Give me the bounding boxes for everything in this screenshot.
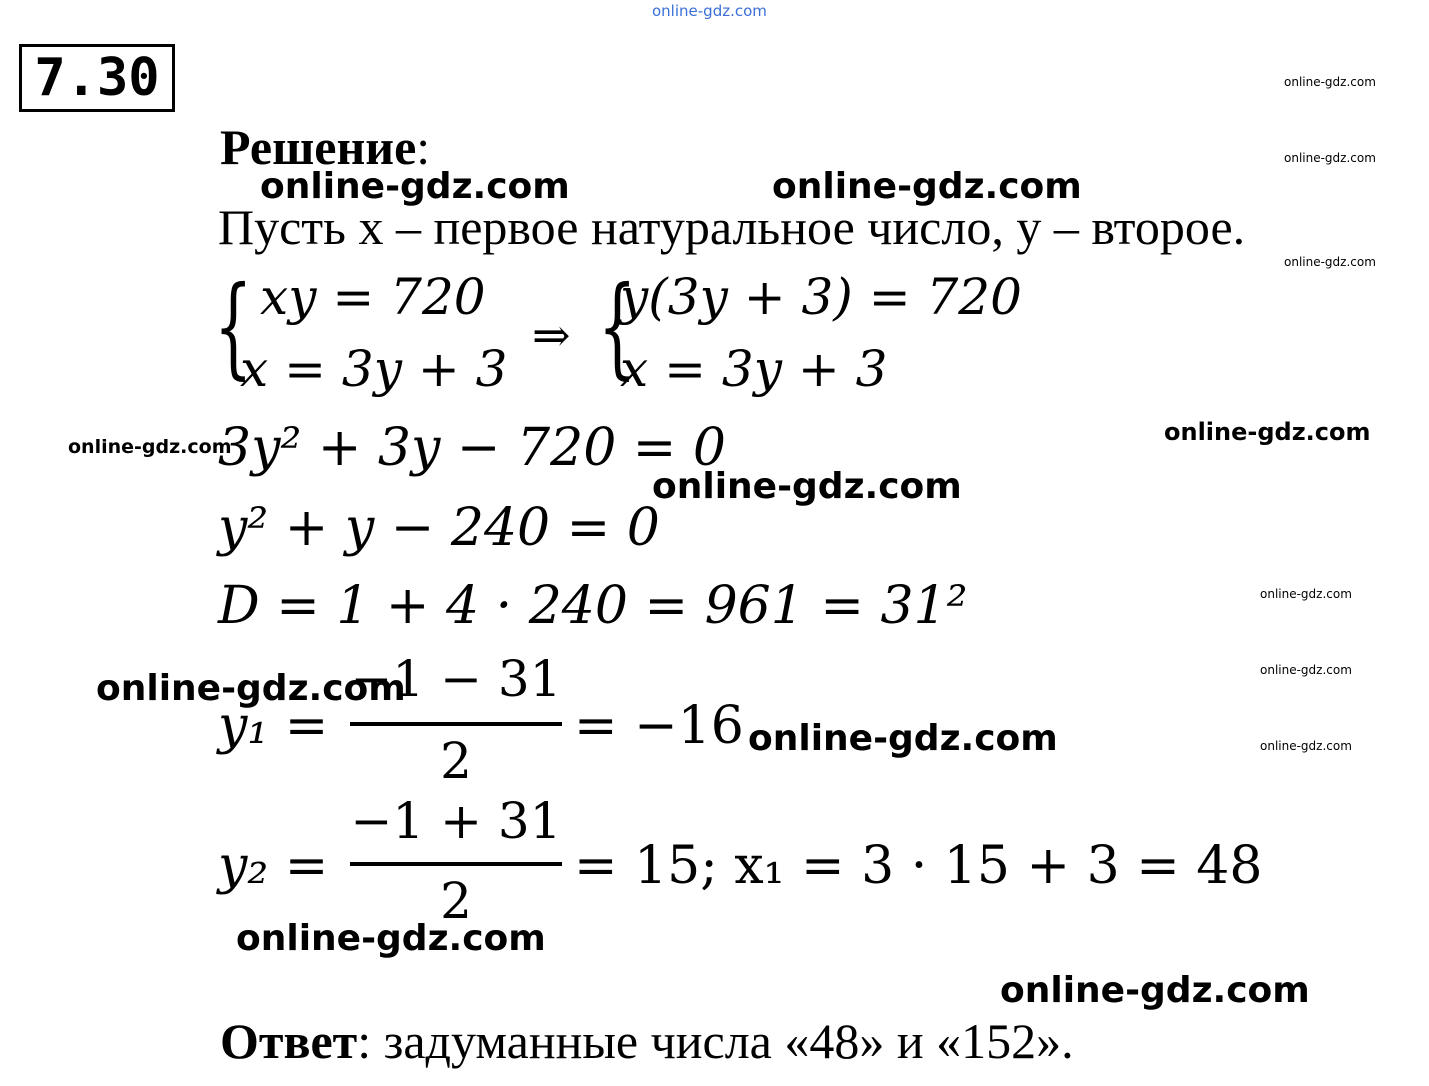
system2-eq2: x = 3y + 3 [620,340,888,398]
y2-fraction-bar [350,862,562,866]
problem-number: 7.30 [19,44,175,112]
y2-numerator: −1 + 31 [350,792,562,850]
y1-lhs: y₁ = [218,696,329,756]
watermark: online-gdz.com [1260,587,1352,601]
y1-denominator: 2 [440,732,472,790]
watermark: online-gdz.com [68,436,232,458]
watermark-top: online-gdz.com [652,2,767,20]
y1-fraction-bar [350,722,562,726]
implies-arrow: ⇒ [532,308,571,362]
watermark: online-gdz.com [1000,970,1310,1011]
brace-left-1: { [214,262,253,390]
system2-eq1: y(3y + 3) = 720 [620,268,1022,326]
watermark: online-gdz.com [1164,418,1371,446]
watermark: online-gdz.com [236,918,546,959]
system1-eq2: x = 3y + 3 [240,340,508,398]
watermark: online-gdz.com [1284,151,1376,165]
answer [220,1012,1074,1070]
watermark: online-gdz.com [260,166,570,207]
watermark: online-gdz.com [1260,739,1352,753]
solution-heading-colon: : [416,119,431,175]
watermark: online-gdz.com [1284,255,1376,269]
intro-text: Пусть х – первое натуральное число, у – второе. [218,199,1246,255]
equation-quadratic: 3y² + 3y − 720 = 0 [218,418,726,478]
y2-rhs: = 15; x₁ = 3 · 15 + 3 = 48 [574,836,1263,896]
answer-text: : задуманные числа «48» и «152». [357,1013,1074,1069]
watermark: online-gdz.com [772,166,1082,207]
y2-denominator: 2 [440,872,472,930]
y1-rhs: = −16 [574,696,744,756]
watermark: online-gdz.com [748,718,1058,759]
equation-reduced: y² + y − 240 = 0 [218,498,660,558]
watermark: online-gdz.com [652,466,962,507]
watermark: online-gdz.com [96,668,406,709]
brace-left-2: { [598,262,637,390]
equation-discriminant: D = 1 + 4 · 240 = 961 = 31² [218,576,968,636]
y1-numerator: −1 − 31 [350,650,562,708]
answer-heading: Ответ [220,1013,358,1069]
solution-heading-label: Решение [220,119,417,175]
watermark: online-gdz.com [1284,75,1376,89]
watermark: online-gdz.com [1260,663,1352,677]
system1-eq1: xy = 720 [260,268,486,326]
y2-lhs: y₂ = [218,836,329,896]
